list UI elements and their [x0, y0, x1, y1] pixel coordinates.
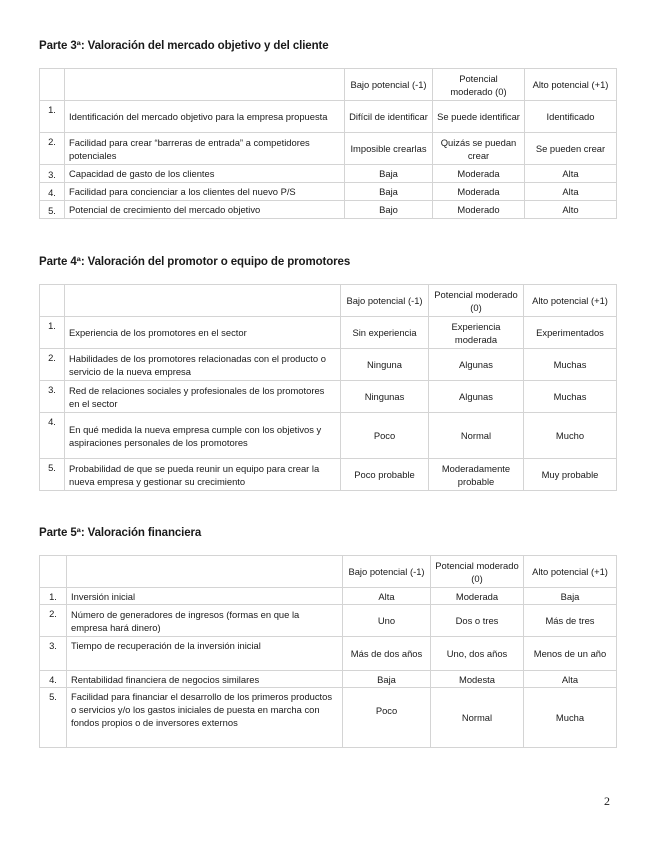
- row-number: 5.: [40, 201, 65, 219]
- row-number: 1.: [40, 317, 65, 349]
- row-criterion: Facilidad para crear “barreras de entrada” a competidores potenciales: [65, 133, 345, 165]
- row-criterion: Potencial de crecimiento del mercado objetivo: [65, 201, 345, 219]
- row-number: 3.: [40, 637, 67, 671]
- table-row: [40, 381, 617, 413]
- row-moderate: Normal: [429, 413, 524, 459]
- assessment-table: [39, 284, 617, 491]
- row-low: Más de dos años: [343, 637, 431, 671]
- assessment-table: [39, 68, 617, 219]
- row-criterion: Probabilidad de que se pueda reunir un equipo para crear la nueva empresa y gestionar su crecimiento: [65, 459, 341, 491]
- row-low: Ninguna: [341, 349, 429, 381]
- table-row: [40, 183, 617, 201]
- row-low: Alta: [343, 588, 431, 605]
- row-high: Mucho: [524, 413, 617, 459]
- row-low: Sin experiencia: [341, 317, 429, 349]
- row-criterion: Identificación del mercado objetivo para la empresa propuesta: [65, 101, 345, 133]
- row-criterion: En qué medida la nueva empresa cumple con los objetivos y aspiraciones personales de los promotores: [65, 413, 341, 459]
- table-row: [40, 413, 617, 459]
- table-row: [40, 637, 617, 671]
- row-number: 2.: [40, 605, 67, 637]
- header-high: Alto potencial (+1): [524, 285, 617, 317]
- row-number: 5.: [40, 688, 67, 748]
- row-low: Difícil de identificar: [345, 101, 433, 133]
- section-part-3: [39, 40, 616, 219]
- row-high: Baja: [524, 588, 617, 605]
- row-high: Muy probable: [524, 459, 617, 491]
- row-moderate: Se puede identificar: [433, 101, 525, 133]
- table-row: [40, 688, 617, 748]
- section-title: Parte 3ª: Valoración del mercado objetivo y del cliente: [39, 40, 329, 52]
- row-low: Ningunas: [341, 381, 429, 413]
- row-low: Bajo: [345, 201, 433, 219]
- row-high: Mucha: [524, 688, 617, 748]
- table-header-row: [40, 556, 617, 588]
- assessment-table: [39, 555, 617, 748]
- row-number: 3.: [40, 381, 65, 413]
- row-criterion: Facilidad para concienciar a los clientes del nuevo P/S: [65, 183, 345, 201]
- row-moderate: Dos o tres: [431, 605, 524, 637]
- row-number: 2.: [40, 349, 65, 381]
- header-low: Bajo potencial (-1): [343, 556, 431, 588]
- row-criterion: Facilidad para financiar el desarrollo de los primeros productos o servicios y/o los gastos iniciales de puesta en marcha con fondos propios o de inversores externos: [67, 688, 343, 748]
- section-title: Parte 4ª: Valoración del promotor o equipo de promotores: [39, 256, 351, 268]
- row-high: Más de tres: [524, 605, 617, 637]
- row-criterion: Número de generadores de ingresos (formas en que la empresa hará dinero): [67, 605, 343, 637]
- section-title: Parte 5ª: Valoración financiera: [39, 527, 202, 539]
- header-moderate: Potencial moderado (0): [429, 285, 524, 317]
- row-moderate: Algunas: [429, 349, 524, 381]
- row-low: Poco probable: [341, 459, 429, 491]
- row-number: 1.: [40, 588, 67, 605]
- row-low: Baja: [345, 183, 433, 201]
- table-row: [40, 133, 617, 165]
- row-low: Uno: [343, 605, 431, 637]
- header-high: Alto potencial (+1): [524, 556, 617, 588]
- table-row: [40, 605, 617, 637]
- row-moderate: Algunas: [429, 381, 524, 413]
- row-high: Alta: [525, 165, 617, 183]
- row-criterion: Red de relaciones sociales y profesionales de los promotores en el sector: [65, 381, 341, 413]
- row-moderate: Moderada: [433, 183, 525, 201]
- page-number: 2: [604, 794, 610, 808]
- row-number: 3.: [40, 165, 65, 183]
- row-criterion: Capacidad de gasto de los clientes: [65, 165, 345, 183]
- row-low: Baja: [345, 165, 433, 183]
- row-criterion: Tiempo de recuperación de la inversión inicial: [67, 637, 343, 671]
- row-high: Experimentados: [524, 317, 617, 349]
- row-low: Imposible crearlas: [345, 133, 433, 165]
- header-moderate: Potencial moderado (0): [433, 69, 525, 101]
- row-moderate: Moderadamente probable: [429, 459, 524, 491]
- row-high: Alto: [525, 201, 617, 219]
- row-criterion: Experiencia de los promotores en el sector: [65, 317, 341, 349]
- table-header-row: [40, 285, 617, 317]
- row-moderate: Normal: [431, 688, 524, 748]
- table-row: [40, 317, 617, 349]
- header-low: Bajo potencial (-1): [345, 69, 433, 101]
- row-high: Muchas: [524, 381, 617, 413]
- row-high: Se pueden crear: [525, 133, 617, 165]
- table-row: [40, 101, 617, 133]
- section-part-5: [39, 527, 616, 748]
- row-low: Poco: [341, 413, 429, 459]
- row-moderate: Quizás se puedan crear: [433, 133, 525, 165]
- row-number: 4.: [40, 413, 65, 459]
- row-low: Baja: [343, 671, 431, 688]
- section-part-4: [39, 256, 616, 491]
- table-row: [40, 671, 617, 688]
- row-high: Muchas: [524, 349, 617, 381]
- table-row: [40, 165, 617, 183]
- row-criterion: Rentabilidad financiera de negocios similares: [67, 671, 343, 688]
- row-number: 4.: [40, 183, 65, 201]
- row-moderate: Moderada: [431, 588, 524, 605]
- table-header-row: [40, 69, 617, 101]
- row-moderate: Uno, dos años: [431, 637, 524, 671]
- row-number: 4.: [40, 671, 67, 688]
- row-criterion: Inversión inicial: [67, 588, 343, 605]
- table-row: [40, 349, 617, 381]
- table-row: [40, 201, 617, 219]
- table-row: [40, 459, 617, 491]
- row-high: Alta: [524, 671, 617, 688]
- table-row: [40, 588, 617, 605]
- header-low: Bajo potencial (-1): [341, 285, 429, 317]
- row-low: Poco: [343, 688, 431, 748]
- row-moderate: Experiencia moderada: [429, 317, 524, 349]
- row-number: 5.: [40, 459, 65, 491]
- row-high: Alta: [525, 183, 617, 201]
- row-moderate: Moderado: [433, 201, 525, 219]
- row-moderate: Moderada: [433, 165, 525, 183]
- row-high: Identificado: [525, 101, 617, 133]
- row-number: 2.: [40, 133, 65, 165]
- row-number: 1.: [40, 101, 65, 133]
- row-high: Menos de un año: [524, 637, 617, 671]
- row-moderate: Modesta: [431, 671, 524, 688]
- header-moderate: Potencial moderado (0): [431, 556, 524, 588]
- header-high: Alto potencial (+1): [525, 69, 617, 101]
- row-criterion: Habilidades de los promotores relacionadas con el producto o servicio de la nueva empresa: [65, 349, 341, 381]
